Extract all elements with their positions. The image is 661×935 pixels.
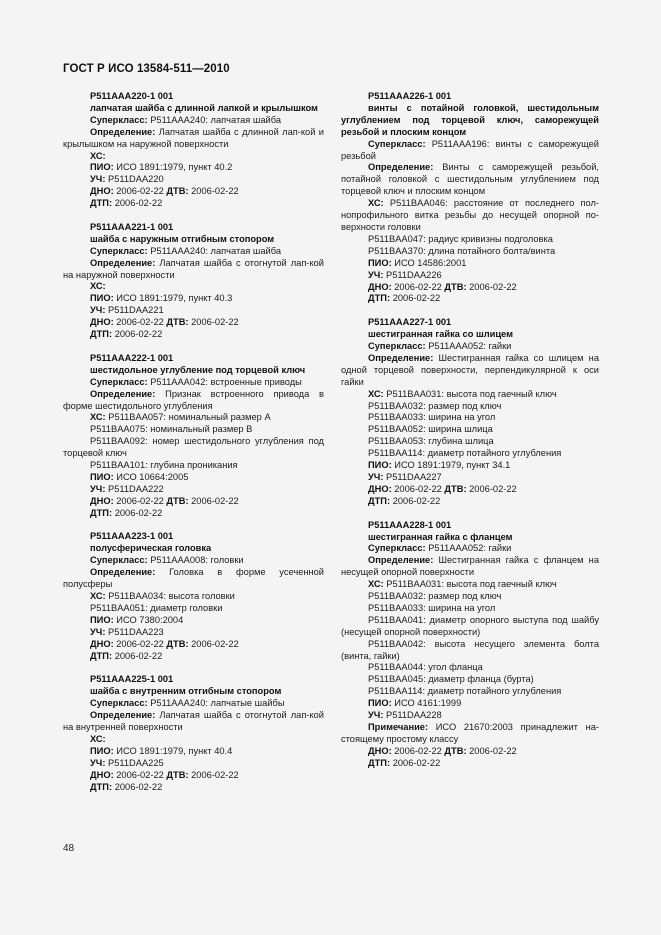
term-entry — [341, 317, 599, 508]
term-code: P511AAA226-1 001 — [368, 91, 452, 101]
definition — [63, 389, 324, 413]
xc-property: P511BAA053: глубина шлица — [368, 436, 494, 447]
dtp-label: ДТП: — [90, 507, 113, 518]
definition-label: Определение: — [90, 567, 156, 578]
uch-label: УЧ: — [90, 305, 106, 316]
xc-property-label: ХС: — [90, 591, 106, 602]
definition-label: Определение: — [90, 710, 156, 721]
xc-property-value: P511BAA031: высота под гаечный ключ — [386, 579, 557, 590]
dates-dno-dtv — [341, 282, 599, 294]
term-code: P511AAA221-1 001 — [90, 221, 174, 232]
term-code: P511AAA220-1 001 — [90, 91, 174, 101]
definition-value: Винты с саморежущей резьбой, потайной головкой с шестидольным углублением под торцевой ключ и плоским концом — [341, 162, 599, 197]
dtv-label: ДТВ: — [166, 186, 189, 197]
dno-value: 2006-02-22 — [116, 495, 164, 506]
xc-property — [341, 389, 599, 401]
xc-property: P511BAA092: номер шестидольного углубления под торцевой ключ — [63, 436, 324, 459]
uch-value: P511DAA221 — [108, 305, 164, 316]
dtp-label: ДТП: — [368, 293, 391, 304]
pio-label: ПИО: — [368, 698, 392, 709]
superclass-label: Суперкласс: — [90, 698, 148, 709]
dno-value: 2006-02-22 — [116, 186, 164, 197]
superclass — [341, 341, 599, 353]
definition — [63, 567, 324, 591]
dno-label: ДНО: — [90, 769, 114, 780]
dtp-value: 2006-02-22 — [114, 650, 163, 661]
xc-property — [341, 579, 599, 591]
pio-label: ПИО: — [368, 460, 392, 471]
xc-property: P511BAA051: диаметр головки — [90, 602, 223, 613]
dtp-label: ДТП: — [90, 198, 113, 209]
dtv-value: 2006-02-22 — [191, 495, 239, 506]
note — [341, 722, 599, 746]
xc-property: P511BAA370: длина потайного болта/винта — [368, 245, 556, 256]
dno-value: 2006-02-22 — [394, 483, 442, 494]
definition-value: Лапчатая шайба с отогнутой лап-кой на внутренней поверхности — [63, 710, 324, 732]
dtv-value: 2006-02-22 — [469, 745, 517, 756]
uch-value: P511DAA223 — [108, 626, 164, 637]
superclass-value: P511AAA008: головки — [150, 555, 244, 566]
xc-property-label: ХС: — [368, 579, 384, 590]
pio — [341, 698, 599, 710]
dtp — [341, 293, 599, 305]
dno-label: ДНО: — [368, 281, 392, 292]
dno-label: ДНО: — [90, 495, 114, 506]
superclass-label: Суперкласс: — [368, 138, 426, 149]
dtp-value: 2006-02-22 — [114, 781, 163, 792]
definition-value: Шестигранная гайка с фланцем на несущей опорной поверхности — [341, 555, 599, 578]
dno-label: ДНО: — [90, 317, 114, 328]
pio — [341, 460, 599, 472]
xc-label: ХС: — [90, 281, 106, 292]
definition-value: Лапчатая шайба с отогнутой лап-кой на наружной поверхности — [63, 257, 324, 280]
dtp — [341, 496, 599, 508]
dtv-label: ДТВ: — [444, 483, 467, 494]
dtv-label: ДТВ: — [166, 495, 189, 506]
dtp-value: 2006-02-22 — [114, 507, 163, 518]
definition-label: Определение: — [90, 388, 156, 399]
term-name: лапчатая шайба с длинной лапкой и крылышком — [90, 102, 318, 113]
pio-value: ИСО 10664:2005 — [116, 471, 189, 482]
term-name: полусферическая головка — [90, 543, 212, 554]
dtp-value: 2006-02-22 — [392, 757, 441, 768]
xc-property: P511BAA044: угол фланца — [368, 662, 483, 673]
pio-value: ИСО 1891:1979, пункт 40.3 — [116, 293, 233, 304]
pio-value: ИСО 1891:1979, пункт 40.2 — [116, 162, 233, 173]
dtv-value: 2006-02-22 — [191, 317, 239, 328]
pio-label: ПИО: — [90, 614, 114, 625]
uch — [63, 627, 324, 639]
dtp-label: ДТП: — [368, 757, 391, 768]
superclass-value: P511AAA052: гайки — [428, 543, 512, 554]
definition — [63, 258, 324, 282]
uch-value: P511DAA220 — [108, 174, 164, 185]
dno-value: 2006-02-22 — [394, 745, 442, 756]
xc-property: P511BAA033: ширина на угол — [368, 412, 496, 423]
pio — [63, 615, 324, 627]
superclass — [63, 377, 324, 389]
dno-value: 2006-02-22 — [394, 281, 442, 292]
pio — [63, 293, 324, 305]
superclass-value: P511AAA240: лапчатая шайба — [150, 114, 282, 125]
xc-property: P511BAA101: глубина проникания — [90, 460, 238, 471]
xc-property-label: ХС: — [368, 388, 384, 399]
uch — [63, 174, 324, 186]
dates-dno-dtv — [63, 496, 324, 508]
dtp — [63, 651, 324, 663]
term-name: шайба с наружным отгибным стопором — [90, 233, 275, 244]
dtp-label: ДТП: — [90, 329, 113, 340]
xc-property: P511BAA032: размер под ключ — [368, 591, 502, 602]
superclass-value: P511AAA240: лапчатые шайбы — [150, 698, 285, 709]
dtv-value: 2006-02-22 — [469, 281, 517, 292]
xc-property-value: P511BAA057: номинальный размер A — [108, 412, 271, 423]
pio — [63, 472, 324, 484]
superclass-label: Суперкласс: — [90, 114, 148, 125]
term-code: P511AAA228-1 001 — [368, 519, 452, 530]
dtp — [63, 508, 324, 520]
uch — [341, 710, 599, 722]
xc-property: P511BAA033: ширина на угол — [368, 602, 496, 613]
dates-dno-dtv — [341, 484, 599, 496]
term-entry — [63, 222, 324, 341]
xc-label: ХС: — [90, 150, 106, 161]
xc-label: ХС: — [90, 733, 106, 744]
term-entry — [63, 531, 324, 662]
superclass-label: Суперкласс: — [368, 341, 426, 352]
dtv-label: ДТВ: — [166, 638, 189, 649]
dtv-value: 2006-02-22 — [191, 186, 239, 197]
pio-value: ИСО 1891:1979, пункт 40.4 — [116, 745, 233, 756]
xc-property-value: P511BAA034: высота головки — [108, 591, 235, 602]
dtp-label: ДТП: — [368, 495, 391, 506]
definition — [341, 555, 599, 579]
term-name: шестигранная гайка с фланцем — [368, 531, 513, 542]
definition-value: Признак встроенного привода в форме шестидольного углубления — [63, 388, 324, 411]
dtv-label: ДТВ: — [444, 281, 467, 292]
pio-value: ИСО 14586:2001 — [394, 257, 467, 268]
uch-value: P511DAA225 — [108, 757, 164, 768]
term-code: P511AAA222-1 001 — [90, 352, 174, 363]
note-value: ИСО 21670:2003 принадлежит на-стоящему простому классу — [341, 722, 599, 744]
xc-property-value: P511BAA031: высота под гаечный ключ — [386, 388, 557, 399]
definition-value: Шестигранная гайка со шлицем на одной торцевой поверхности, перпендикулярной к оси гайки — [341, 352, 599, 387]
superclass-label: Суперкласс: — [368, 543, 426, 554]
dates-dno-dtv — [63, 317, 324, 329]
page-number: 48 — [63, 843, 75, 854]
superclass-value: P511AAA240: лапчатая шайба — [150, 245, 282, 256]
pio-label: ПИО: — [368, 257, 392, 268]
dtv-value: 2006-02-22 — [191, 638, 239, 649]
xc-property: P511BAA114: диаметр потайного углубления — [368, 448, 562, 459]
superclass-label: Суперкласс: — [90, 555, 148, 566]
xc-property — [63, 591, 324, 603]
uch-value: P511DAA226 — [386, 269, 442, 280]
term-name: винты с потайной головкой, шестидольным углублением под торцевой ключ, саморежущей резьбой и плоским концом — [341, 102, 599, 137]
pio-label: ПИО: — [90, 471, 114, 482]
superclass-label: Суперкласс: — [90, 245, 148, 256]
uch — [63, 758, 324, 770]
dates-dno-dtv — [341, 746, 599, 758]
uch-label: УЧ: — [90, 483, 106, 494]
definition-label: Определение: — [90, 257, 156, 268]
dtp-value: 2006-02-22 — [392, 495, 441, 506]
definition — [63, 710, 324, 734]
term-code: P511AAA223-1 001 — [90, 531, 174, 542]
dtp — [63, 198, 324, 210]
superclass — [63, 555, 324, 567]
dtv-label: ДТВ: — [166, 317, 189, 328]
dno-value: 2006-02-22 — [116, 769, 164, 780]
uch-value: P511DAA228 — [386, 710, 442, 721]
pio-label: ПИО: — [90, 162, 114, 173]
xc-property: P511BAA042: высота несущего элемента болта (винта, гайки) — [341, 638, 599, 661]
document-header: ГОСТ Р ИСО 13584-511—2010 — [63, 63, 230, 75]
definition — [341, 353, 599, 389]
uch-value: P511DAA227 — [386, 471, 442, 482]
superclass-value: P511AAA042: встроенные приводы — [150, 376, 302, 387]
dno-value: 2006-02-22 — [116, 638, 164, 649]
dno-label: ДНО: — [90, 186, 114, 197]
pio — [63, 746, 324, 758]
dno-label: ДНО: — [368, 483, 392, 494]
pio — [63, 162, 324, 174]
superclass — [341, 543, 599, 555]
uch — [63, 484, 324, 496]
dno-label: ДНО: — [368, 745, 392, 756]
xc-property-label: ХС: — [368, 198, 384, 209]
term-name: шестигранная гайка со шлицем — [368, 329, 513, 340]
dates-dno-dtv — [63, 639, 324, 651]
definition-label: Определение: — [368, 555, 434, 566]
pio-value: ИСО 7380:2004 — [116, 614, 184, 625]
pio-label: ПИО: — [90, 745, 114, 756]
xc-property: P511BAA032: размер под ключ — [368, 400, 502, 411]
uch-label: УЧ: — [90, 757, 106, 768]
pio-value: ИСО 1891:1979, пункт 34.1 — [394, 460, 511, 471]
term-name: шестидольное углубление под торцевой ключ — [90, 364, 306, 375]
xc-property: P511BAA041: диаметр опорного выступа под шайбу (несущей опорной поверхности) — [341, 614, 599, 637]
dtp-value: 2006-02-22 — [114, 329, 163, 340]
definition-label: Определение: — [368, 162, 434, 173]
superclass-label: Суперкласс: — [90, 376, 148, 387]
term-name: шайба с внутренним отгибным стопором — [90, 686, 282, 697]
definition — [341, 162, 599, 198]
note-label: Примечание: — [368, 722, 429, 732]
right-column — [341, 91, 599, 782]
xc-property — [63, 412, 324, 424]
uch-label: УЧ: — [368, 269, 384, 280]
uch-label: УЧ: — [368, 471, 384, 482]
uch-label: УЧ: — [368, 710, 384, 721]
dates-dno-dtv — [63, 186, 324, 198]
dno-label: ДНО: — [90, 638, 114, 649]
pio-label: ПИО: — [90, 293, 114, 304]
left-column — [63, 91, 324, 805]
term-entry — [341, 520, 599, 770]
term-entry — [341, 91, 599, 305]
xc-property: P511BAA114: диаметр потайного углубления — [368, 686, 562, 697]
uch-value: P511DAA222 — [108, 483, 164, 494]
dtp-label: ДТП: — [90, 781, 113, 792]
xc-property: P511BAA045: диаметр фланца (бурта) — [368, 674, 534, 685]
definition-value: Головка в форме усеченной полусферы — [63, 567, 324, 590]
term-entry — [63, 674, 324, 793]
term-entry — [63, 353, 324, 520]
uch — [63, 305, 324, 317]
xc-property: P511BAA075: номинальный размер B — [90, 424, 253, 435]
uch-label: УЧ: — [90, 626, 106, 637]
dtp — [63, 782, 324, 794]
term-code: P511AAA227-1 001 — [368, 317, 452, 328]
superclass — [63, 246, 324, 258]
xc-property-value: P511BAA046: расстояние от последнего пол-нопрофильного витка резьбы до несущей опорной по-верхности головки — [341, 198, 599, 232]
xc-property: P511BAA052: ширина шлица — [368, 424, 493, 435]
uch — [341, 472, 599, 484]
definition-label: Определение: — [368, 352, 434, 363]
term-code: P511AAA225-1 001 — [90, 674, 174, 685]
pio — [341, 258, 599, 270]
definition — [63, 127, 324, 151]
dtp — [341, 758, 599, 770]
dtp-value: 2006-02-22 — [114, 198, 163, 209]
xc-property: P511BAA047: радиус кривизны подголовка — [368, 233, 553, 244]
pio-value: ИСО 4161:1999 — [394, 698, 462, 709]
uch-label: УЧ: — [90, 174, 106, 185]
dtp-value: 2006-02-22 — [392, 293, 441, 304]
superclass-value: P511AAA196: винты с саморежущей резьбой — [341, 138, 599, 161]
definition-value: Лапчатая шайба с длинной лап-кой и крылышком на наружной поверхности — [63, 126, 324, 149]
dtp — [63, 329, 324, 341]
xc-property — [341, 198, 599, 234]
superclass-value: P511AAA052: гайки — [428, 341, 512, 352]
term-entry — [63, 91, 324, 210]
dtv-label: ДТВ: — [444, 745, 467, 756]
dno-value: 2006-02-22 — [116, 317, 164, 328]
dates-dno-dtv — [63, 770, 324, 782]
superclass — [341, 139, 599, 163]
dtv-value: 2006-02-22 — [191, 769, 239, 780]
dtp-label: ДТП: — [90, 650, 113, 661]
uch — [341, 270, 599, 282]
superclass — [63, 698, 324, 710]
dtv-value: 2006-02-22 — [469, 483, 517, 494]
definition-label: Определение: — [90, 126, 156, 137]
dtv-label: ДТВ: — [166, 769, 189, 780]
superclass — [63, 115, 324, 127]
xc-property-label: ХС: — [90, 412, 106, 423]
